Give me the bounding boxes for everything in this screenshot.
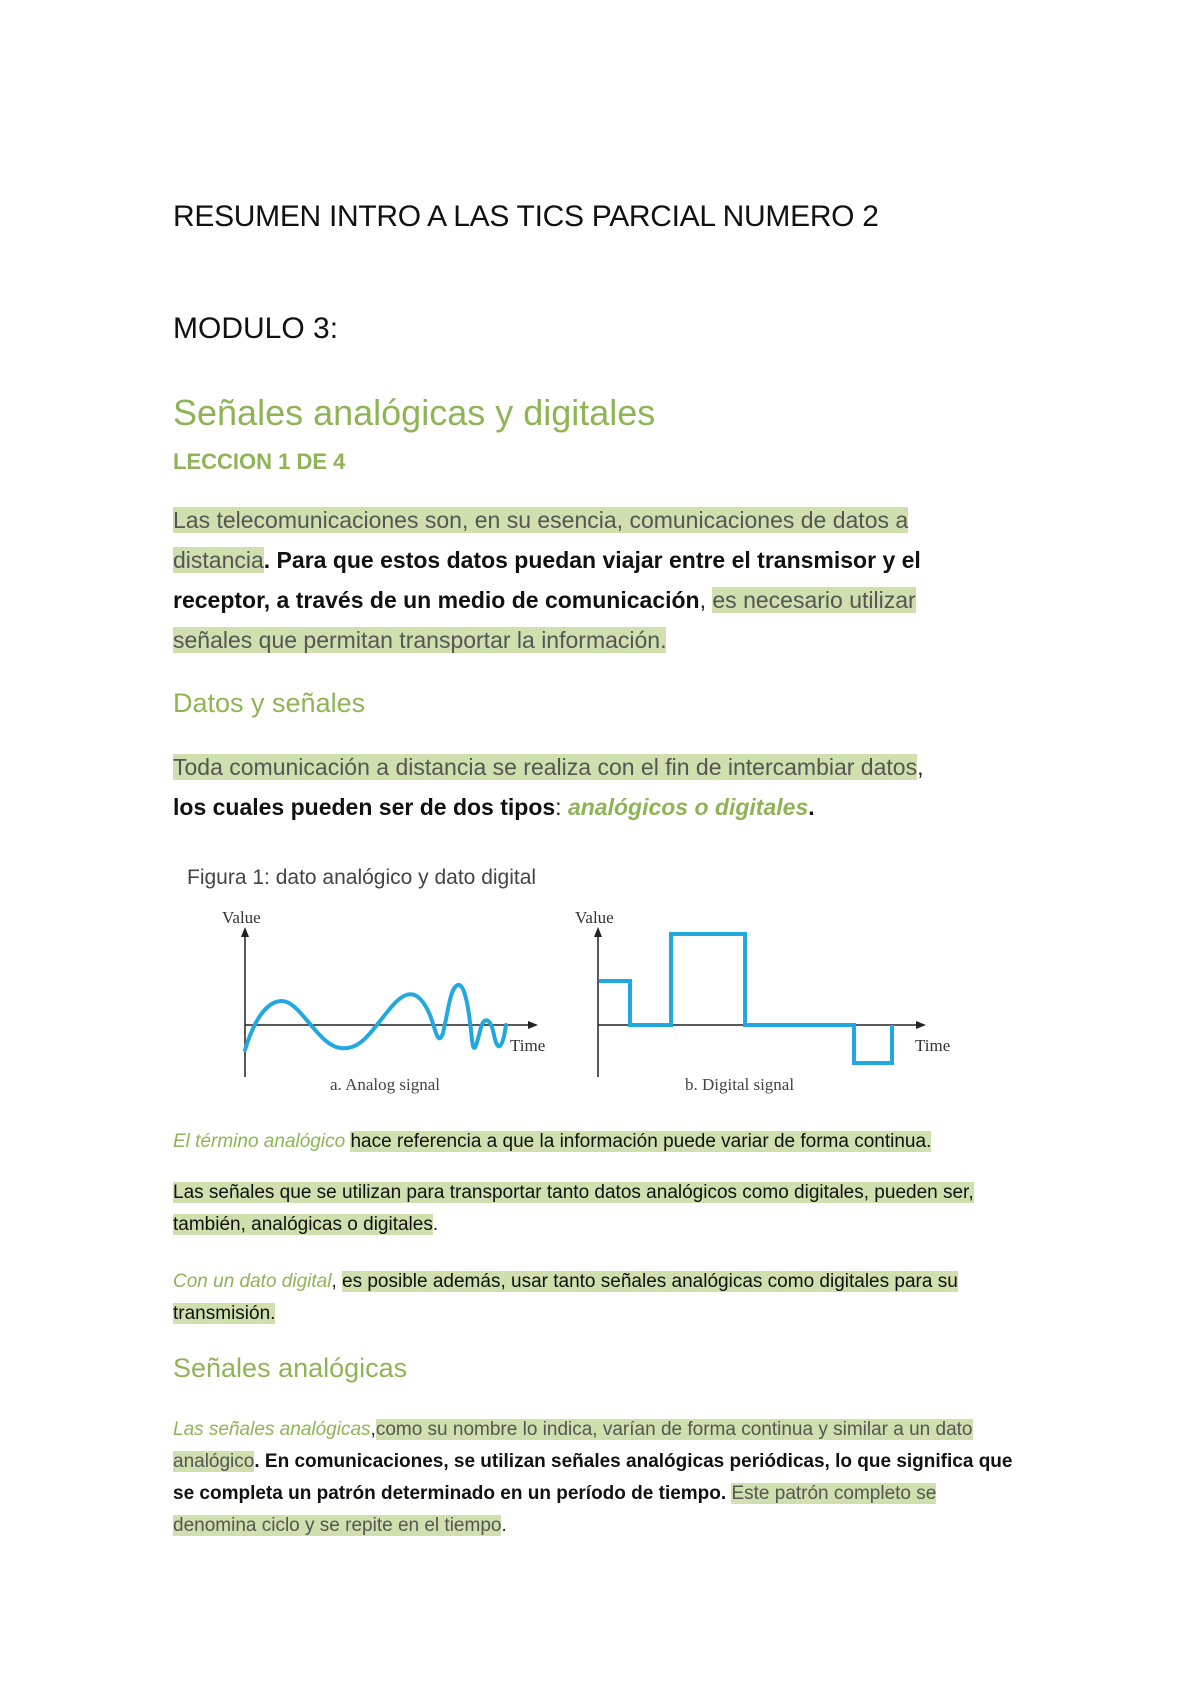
- document-title: RESUMEN INTRO A LAS TICS PARCIAL NUMERO 2: [173, 200, 879, 233]
- section-heading-signals: Señales analógicas y digitales: [173, 392, 656, 433]
- digital-x-arrow: [916, 1021, 926, 1029]
- italic-term: El término analógico: [173, 1131, 346, 1152]
- punctuation: .: [501, 1515, 507, 1536]
- highlight: denomina ciclo y se repite en el tiempo: [173, 1515, 502, 1536]
- bold-text: se completa un patrón determinado en un período de tiempo.: [173, 1483, 727, 1504]
- analog-x-arrow: [528, 1021, 538, 1029]
- bold-text: . En comunicaciones, se utilizan señales analógicas periódicas, lo que significa que: [254, 1451, 1013, 1472]
- bold-text: . Para que estos datos puedan viajar entre el transmisor y el: [263, 547, 921, 573]
- analog-chart: [222, 908, 545, 1094]
- signals-paragraph: [173, 1177, 974, 1241]
- digital-value-label: Value: [575, 908, 614, 927]
- highlight: hace referencia a que la información puede variar de forma continua.: [350, 1131, 932, 1152]
- analog-time-label: Time: [510, 1036, 546, 1055]
- bold-text: receptor, a través de un medio de comunicación: [173, 587, 700, 613]
- punctuation: .: [432, 1214, 439, 1235]
- highlight: transmisión.: [173, 1303, 276, 1324]
- bold-text: los cuales pueden ser de dos tipos: [173, 794, 556, 820]
- highlight: analógico: [173, 1451, 255, 1472]
- section-heading-data: Datos y señales: [173, 688, 366, 718]
- punctuation: ,: [331, 1271, 343, 1292]
- punctuation: :: [555, 794, 568, 820]
- highlight: Las telecomunicaciones son, en su esencia, comunicaciones de datos a: [173, 507, 909, 533]
- punctuation: .: [808, 794, 815, 820]
- digital-data-paragraph: [173, 1266, 958, 1330]
- data-types-paragraph: [173, 747, 923, 827]
- highlight: como su nombre lo indica, varían de forma continua y similar a un dato: [375, 1419, 973, 1440]
- digital-time-label: Time: [915, 1036, 951, 1055]
- punctuation: ,: [370, 1419, 376, 1440]
- analog-term-paragraph: [173, 1126, 931, 1158]
- lesson-label: LECCION 1 DE 4: [173, 449, 346, 474]
- italic-term: Las señales analógicas: [173, 1419, 371, 1440]
- analog-signals-paragraph: [173, 1414, 1012, 1542]
- digital-y-arrow: [594, 927, 602, 937]
- analog-value-label: Value: [222, 908, 261, 927]
- digital-signal-line: [599, 934, 892, 1063]
- punctuation: ,: [699, 587, 713, 613]
- italic-term: analógicos o digitales: [567, 794, 809, 820]
- highlight: distancia: [173, 547, 264, 573]
- digital-chart: [575, 908, 950, 1094]
- highlight: Este patrón completo se: [731, 1483, 937, 1504]
- figure-caption: Figura 1: dato analógico y dato digital: [187, 866, 537, 889]
- intro-paragraph: [173, 500, 921, 660]
- highlight: también, analógicas o digitales: [173, 1214, 433, 1235]
- analog-caption: a. Analog signal: [330, 1075, 441, 1094]
- analog-y-arrow: [241, 927, 249, 937]
- module-heading: MODULO 3:: [173, 312, 339, 345]
- highlight: señales que permitan transportar la información.: [173, 627, 667, 653]
- highlight: es posible además, usar tanto señales analógicas como digitales para su: [342, 1271, 958, 1292]
- signal-figure: [200, 905, 970, 1105]
- punctuation: ,: [917, 754, 924, 780]
- section-heading-analog-signals: Señales analógicas: [173, 1353, 408, 1383]
- highlight: Las señales que se utilizan para transportar tanto datos analógicos como digitales, pueden ser,: [173, 1182, 974, 1203]
- highlight: Toda comunicación a distancia se realiza con el fin de intercambiar datos: [173, 754, 918, 780]
- highlight: es necesario utilizar: [712, 587, 916, 613]
- analog-signal-line: [245, 985, 506, 1050]
- digital-caption: b. Digital signal: [685, 1075, 795, 1094]
- italic-term: Con un dato digital: [173, 1271, 332, 1292]
